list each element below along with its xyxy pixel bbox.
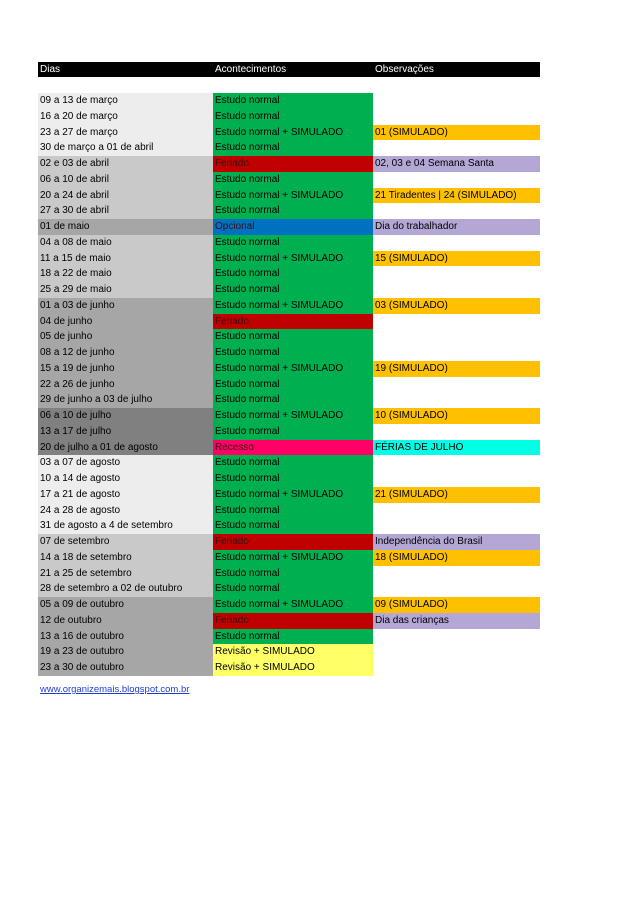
cell-acontecimentos: Estudo normal bbox=[213, 266, 373, 282]
table-row bbox=[38, 471, 540, 487]
cell-observacoes bbox=[373, 503, 540, 519]
table-row bbox=[38, 660, 540, 676]
table-row bbox=[38, 518, 540, 534]
cell-observacoes bbox=[373, 93, 540, 109]
table-row bbox=[38, 377, 540, 393]
cell-dias: 10 a 14 de agosto bbox=[38, 471, 213, 487]
cell-observacoes: FÉRIAS DE JULHO bbox=[373, 440, 540, 456]
cell-dias: 08 a 12 de junho bbox=[38, 345, 213, 361]
cell-observacoes bbox=[373, 329, 540, 345]
cell-dias: 25 a 29 de maio bbox=[38, 282, 213, 298]
cell-dias: 24 a 28 de agosto bbox=[38, 503, 213, 519]
header-dias: Dias bbox=[40, 64, 61, 75]
cell-acontecimentos: Opcional bbox=[213, 219, 373, 235]
cell-observacoes bbox=[373, 282, 540, 298]
spacer-row bbox=[38, 77, 540, 93]
cell-observacoes bbox=[373, 235, 540, 251]
cell-observacoes: 18 (SIMULADO) bbox=[373, 550, 540, 566]
cell-dias: 21 a 25 de setembro bbox=[38, 566, 213, 582]
cell-observacoes: 02, 03 e 04 Semana Santa bbox=[373, 156, 540, 172]
cell-observacoes bbox=[373, 109, 540, 125]
cell-acontecimentos: Estudo normal bbox=[213, 345, 373, 361]
cell-observacoes bbox=[373, 644, 540, 660]
cell-acontecimentos: Estudo normal + SIMULADO bbox=[213, 487, 373, 503]
table-row bbox=[38, 156, 540, 172]
cell-dias: 29 de junho a 03 de julho bbox=[38, 392, 213, 408]
table-row bbox=[38, 392, 540, 408]
cell-acontecimentos: Estudo normal bbox=[213, 377, 373, 393]
cell-dias: 09 a 13 de março bbox=[38, 93, 213, 109]
table-body bbox=[38, 93, 540, 676]
cell-observacoes: Dia do trabalhador bbox=[373, 219, 540, 235]
cell-acontecimentos: Estudo normal bbox=[213, 455, 373, 471]
cell-acontecimentos: Estudo normal + SIMULADO bbox=[213, 408, 373, 424]
cell-observacoes bbox=[373, 660, 540, 676]
cell-dias: 14 a 18 de setembro bbox=[38, 550, 213, 566]
cell-dias: 11 a 15 de maio bbox=[38, 251, 213, 267]
cell-observacoes bbox=[373, 518, 540, 534]
cell-observacoes bbox=[373, 471, 540, 487]
cell-dias: 16 a 20 de março bbox=[38, 109, 213, 125]
cell-acontecimentos: Estudo normal bbox=[213, 471, 373, 487]
cell-acontecimentos: Feriado bbox=[213, 156, 373, 172]
table-row bbox=[38, 550, 540, 566]
cell-acontecimentos: Revisão + SIMULADO bbox=[213, 660, 373, 676]
table-row bbox=[38, 644, 540, 660]
cell-observacoes bbox=[373, 345, 540, 361]
cell-acontecimentos: Estudo normal bbox=[213, 93, 373, 109]
cell-observacoes bbox=[373, 566, 540, 582]
cell-dias: 20 de julho a 01 de agosto bbox=[38, 440, 213, 456]
cell-observacoes: 19 (SIMULADO) bbox=[373, 361, 540, 377]
cell-dias: 20 a 24 de abril bbox=[38, 188, 213, 204]
cell-observacoes: 09 (SIMULADO) bbox=[373, 597, 540, 613]
cell-dias: 04 de junho bbox=[38, 314, 213, 330]
cell-dias: 13 a 16 de outubro bbox=[38, 629, 213, 645]
cell-dias: 30 de março a 01 de abril bbox=[38, 140, 213, 156]
table-row bbox=[38, 581, 540, 597]
cell-acontecimentos: Estudo normal + SIMULADO bbox=[213, 125, 373, 141]
cell-acontecimentos: Revisão + SIMULADO bbox=[213, 644, 373, 660]
cell-dias: 22 a 26 de junho bbox=[38, 377, 213, 393]
cell-observacoes: Independência do Brasil bbox=[373, 534, 540, 550]
table-row bbox=[38, 266, 540, 282]
schedule-table bbox=[38, 62, 540, 676]
cell-acontecimentos: Estudo normal bbox=[213, 629, 373, 645]
cell-observacoes: 03 (SIMULADO) bbox=[373, 298, 540, 314]
table-row bbox=[38, 125, 540, 141]
cell-acontecimentos: Estudo normal + SIMULADO bbox=[213, 550, 373, 566]
cell-acontecimentos: Estudo normal bbox=[213, 140, 373, 156]
cell-dias: 13 a 17 de julho bbox=[38, 424, 213, 440]
cell-dias: 01 a 03 de junho bbox=[38, 298, 213, 314]
table-row bbox=[38, 440, 540, 456]
cell-dias: 05 a 09 de outubro bbox=[38, 597, 213, 613]
cell-dias: 01 de maio bbox=[38, 219, 213, 235]
cell-acontecimentos: Estudo normal bbox=[213, 566, 373, 582]
cell-dias: 12 de outubro bbox=[38, 613, 213, 629]
cell-observacoes bbox=[373, 377, 540, 393]
header-acontecimentos: Acontecimentos bbox=[215, 64, 287, 75]
table-row bbox=[38, 408, 540, 424]
cell-acontecimentos: Estudo normal + SIMULADO bbox=[213, 597, 373, 613]
cell-acontecimentos: Estudo normal bbox=[213, 503, 373, 519]
table-row bbox=[38, 503, 540, 519]
table-row bbox=[38, 298, 540, 314]
cell-acontecimentos: Estudo normal bbox=[213, 581, 373, 597]
cell-acontecimentos: Feriado bbox=[213, 613, 373, 629]
cell-acontecimentos: Estudo normal + SIMULADO bbox=[213, 361, 373, 377]
cell-acontecimentos: Estudo normal bbox=[213, 172, 373, 188]
cell-observacoes bbox=[373, 392, 540, 408]
cell-dias: 19 a 23 de outubro bbox=[38, 644, 213, 660]
cell-dias: 02 e 03 de abril bbox=[38, 156, 213, 172]
table-row bbox=[38, 566, 540, 582]
cell-acontecimentos: Estudo normal bbox=[213, 203, 373, 219]
cell-acontecimentos: Estudo normal + SIMULADO bbox=[213, 251, 373, 267]
table-row bbox=[38, 534, 540, 550]
table-row bbox=[38, 424, 540, 440]
cell-dias: 06 a 10 de julho bbox=[38, 408, 213, 424]
cell-acontecimentos: Estudo normal bbox=[213, 282, 373, 298]
table-row bbox=[38, 203, 540, 219]
cell-dias: 27 a 30 de abril bbox=[38, 203, 213, 219]
cell-dias: 03 a 07 de agosto bbox=[38, 455, 213, 471]
cell-dias: 23 a 30 de outubro bbox=[38, 660, 213, 676]
cell-observacoes bbox=[373, 581, 540, 597]
cell-dias: 05 de junho bbox=[38, 329, 213, 345]
cell-acontecimentos: Estudo normal bbox=[213, 329, 373, 345]
table-row bbox=[38, 172, 540, 188]
cell-observacoes bbox=[373, 203, 540, 219]
cell-dias: 15 a 19 de junho bbox=[38, 361, 213, 377]
cell-dias: 04 a 08 de maio bbox=[38, 235, 213, 251]
cell-observacoes bbox=[373, 629, 540, 645]
table-row bbox=[38, 345, 540, 361]
cell-observacoes: 21 (SIMULADO) bbox=[373, 487, 540, 503]
cell-observacoes bbox=[373, 172, 540, 188]
cell-dias: 31 de agosto a 4 de setembro bbox=[38, 518, 213, 534]
table-row bbox=[38, 487, 540, 503]
cell-observacoes: 21 Tiradentes | 24 (SIMULADO) bbox=[373, 188, 540, 204]
table-row bbox=[38, 219, 540, 235]
cell-observacoes bbox=[373, 140, 540, 156]
cell-observacoes bbox=[373, 455, 540, 471]
table-row bbox=[38, 314, 540, 330]
table-row bbox=[38, 93, 540, 109]
table-row bbox=[38, 361, 540, 377]
cell-acontecimentos: Estudo normal bbox=[213, 392, 373, 408]
cell-acontecimentos: Feriado bbox=[213, 314, 373, 330]
table-row bbox=[38, 140, 540, 156]
cell-acontecimentos: Estudo normal bbox=[213, 424, 373, 440]
cell-dias: 18 a 22 de maio bbox=[38, 266, 213, 282]
table-row bbox=[38, 251, 540, 267]
cell-observacoes bbox=[373, 314, 540, 330]
cell-observacoes: Dia das crianças bbox=[373, 613, 540, 629]
blog-link[interactable]: www.organizemais.blogspot.com.br bbox=[40, 684, 190, 695]
cell-acontecimentos: Estudo normal bbox=[213, 109, 373, 125]
header-observacoes: Observações bbox=[375, 64, 434, 75]
cell-dias: 06 a 10 de abril bbox=[38, 172, 213, 188]
header-row bbox=[38, 62, 540, 77]
cell-acontecimentos: Feriado bbox=[213, 534, 373, 550]
cell-observacoes: 01 (SIMULADO) bbox=[373, 125, 540, 141]
cell-acontecimentos: Recesso bbox=[213, 440, 373, 456]
cell-acontecimentos: Estudo normal + SIMULADO bbox=[213, 188, 373, 204]
table-row bbox=[38, 629, 540, 645]
cell-observacoes: 10 (SIMULADO) bbox=[373, 408, 540, 424]
table-row bbox=[38, 235, 540, 251]
cell-acontecimentos: Estudo normal bbox=[213, 518, 373, 534]
cell-dias: 28 de setembro a 02 de outubro bbox=[38, 581, 213, 597]
table-row bbox=[38, 597, 540, 613]
cell-dias: 17 a 21 de agosto bbox=[38, 487, 213, 503]
cell-dias: 23 a 27 de março bbox=[38, 125, 213, 141]
cell-observacoes bbox=[373, 424, 540, 440]
table-row bbox=[38, 188, 540, 204]
cell-dias: 07 de setembro bbox=[38, 534, 213, 550]
cell-observacoes: 15 (SIMULADO) bbox=[373, 251, 540, 267]
table-row bbox=[38, 329, 540, 345]
table-row bbox=[38, 613, 540, 629]
cell-acontecimentos: Estudo normal bbox=[213, 235, 373, 251]
cell-acontecimentos: Estudo normal + SIMULADO bbox=[213, 298, 373, 314]
cell-observacoes bbox=[373, 266, 540, 282]
table-row bbox=[38, 109, 540, 125]
table-row bbox=[38, 282, 540, 298]
table-row bbox=[38, 455, 540, 471]
